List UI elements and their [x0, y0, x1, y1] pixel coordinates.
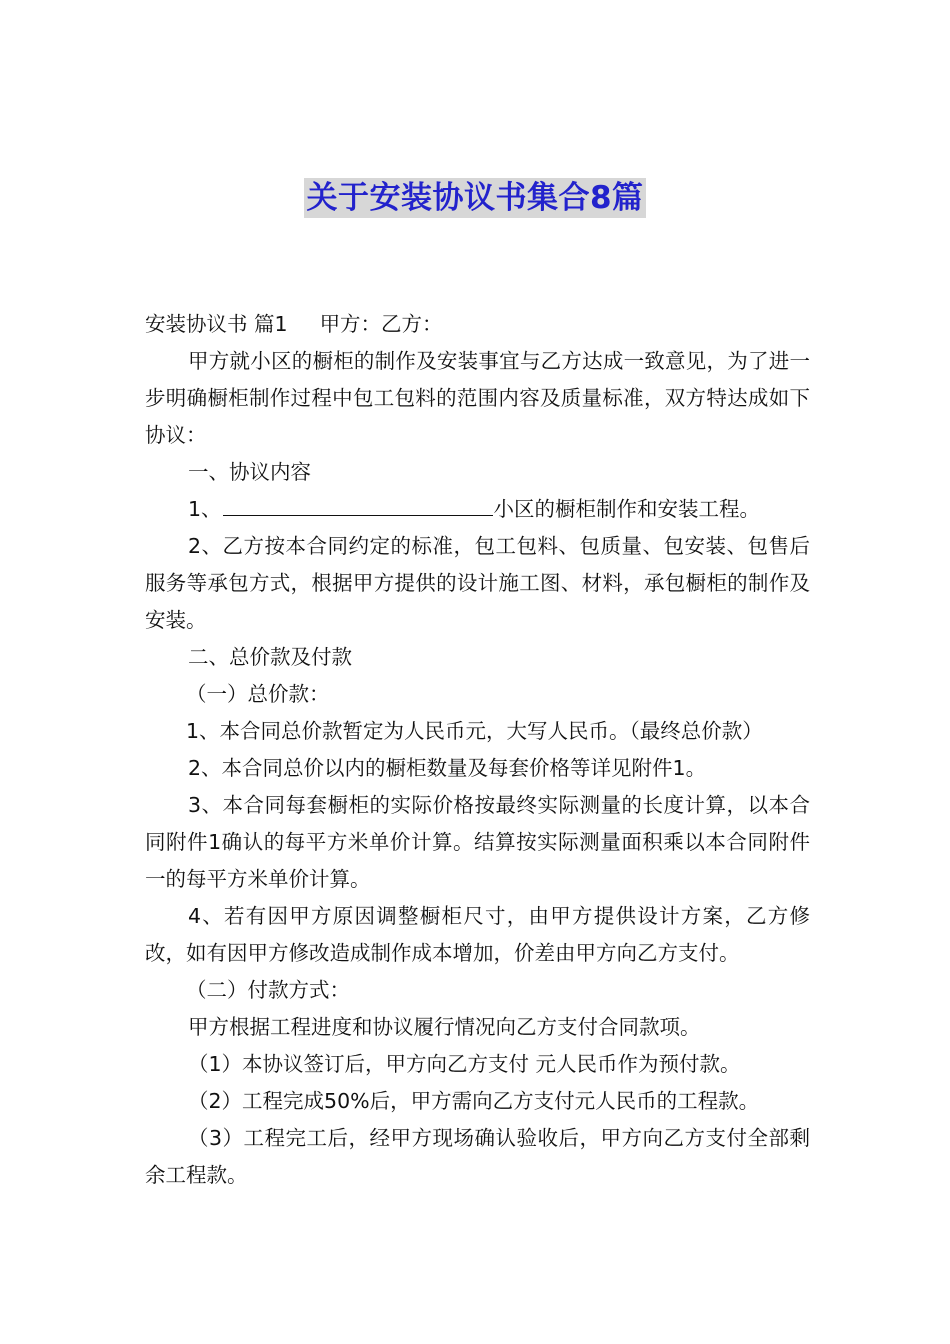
- price-item-3: 3、本合同每套橱柜的实际价格按最终实际测量的长度计算，以本合同附件1确认的每平方米单价计算。结算按实际测量面积乘以本合同附件一的每平方米单价计算。: [145, 793, 810, 891]
- price-item-2: 2、本合同总价以内的橱柜数量及每套价格等详见附件1。: [188, 756, 707, 780]
- title-container: [0, 178, 950, 218]
- section-heading: 安装协议书 篇1: [145, 312, 288, 336]
- section-1-heading: 一、协议内容: [188, 460, 311, 484]
- item-1-paragraph: [145, 491, 810, 528]
- item-1-prefix: 1、: [188, 497, 222, 521]
- item-1-suffix: 小区的橱柜制作和安装工程。: [493, 497, 761, 521]
- payment-intro: 甲方根据工程进度和协议履行情况向乙方支付合同款项。: [188, 1015, 701, 1039]
- intro-paragraph: 甲方就小区的橱柜的制作及安装事宜与乙方达成一致意见，为了进一步明确橱柜制作过程中包工包料的范围内容及质量标准，双方特达成如下协议：: [145, 349, 810, 447]
- subsection-1-heading: （一）总价款：: [186, 682, 330, 706]
- item-2-paragraph: 2、乙方按本合同约定的标准，包工包料、包质量、包安装、包售后服务等承包方式，根据甲方提供的设计施工图、材料，承包橱柜的制作及安装。: [145, 534, 810, 632]
- payment-item-2: （2）工程完成50%后，甲方需向乙方支付元人民币的工程款。: [188, 1089, 760, 1113]
- fill-in-blank: [223, 495, 493, 516]
- first-line: [145, 306, 810, 343]
- subsection-2-heading: （二）付款方式：: [186, 978, 350, 1002]
- price-item-4: 4、若有因甲方原因调整橱柜尺寸，由甲方提供设计方案，乙方修改，如有因甲方修改造成制作成本增加，价差由甲方向乙方支付。: [145, 904, 810, 965]
- payment-item-3: （3）工程完工后，经甲方现场确认验收后，甲方向乙方支付全部剩余工程款。: [145, 1126, 810, 1187]
- document-body: [145, 306, 810, 1194]
- payment-item-1: （1）本协议签订后，甲方向乙方支付 元人民币作为预付款。: [188, 1052, 741, 1076]
- section-2-heading: 二、总价款及付款: [188, 645, 352, 669]
- document-title: 关于安装协议书集合8篇: [306, 180, 644, 216]
- price-item-1: 1、本合同总价款暂定为人民币元，大写人民币。（最终总价款）: [186, 719, 763, 743]
- parties-line: 甲方：乙方：: [319, 312, 443, 336]
